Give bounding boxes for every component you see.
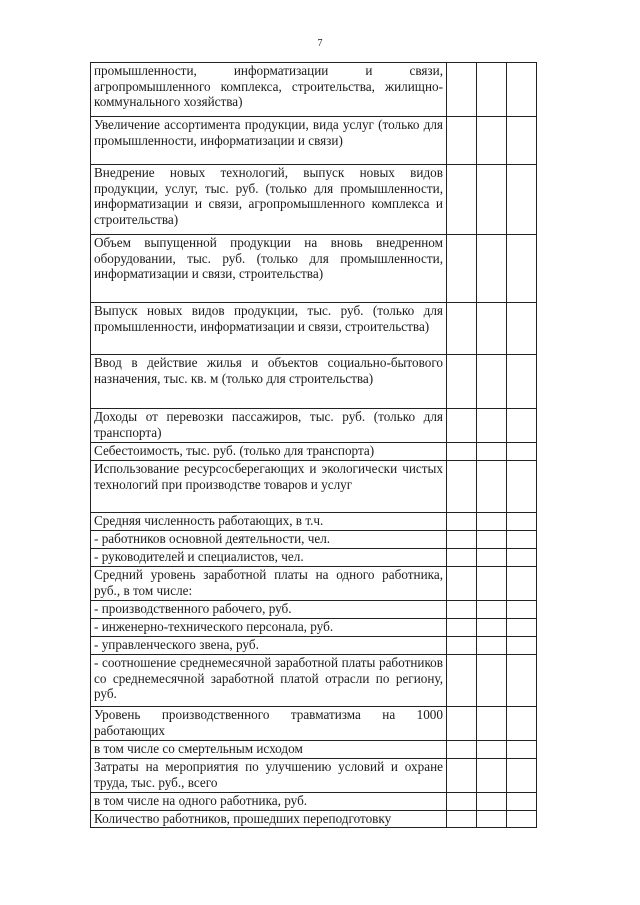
table-row [91,63,537,117]
value-cell [477,531,507,549]
table-row [91,567,537,601]
table-row [91,409,537,443]
value-cell [507,303,537,355]
value-cell [447,601,477,619]
table-row [91,637,537,655]
value-cell [477,707,507,741]
indicator-label: Выпуск новых видов продукции, тыс. руб. (только для промышленности, информатизации и связи, строительства) [91,303,447,355]
value-cell [507,601,537,619]
value-cell [507,531,537,549]
value-cell [477,235,507,303]
value-cell [507,619,537,637]
indicator-label: - соотношение среднемесячной заработной платы работников со среднемесячной заработной платой отрасли по региону, руб. [91,655,447,707]
value-cell [477,619,507,637]
value-cell [447,513,477,531]
value-cell [477,63,507,117]
value-cell [507,235,537,303]
value-cell [477,461,507,513]
value-cell [477,443,507,461]
value-cell [477,811,507,828]
table-row [91,793,537,811]
indicator-label: Увеличение ассортимента продукции, вида услуг (только для промышленности, информатизации и связи) [91,117,447,165]
value-cell [477,741,507,759]
indicator-label: Использование ресурсосберегающих и экологически чистых технологий при производстве товаров и услуг [91,461,447,513]
value-cell [507,63,537,117]
value-cell [507,461,537,513]
value-cell [507,409,537,443]
table-row [91,655,537,707]
table-row [91,619,537,637]
value-cell [447,811,477,828]
value-cell [507,741,537,759]
indicator-label: в том числе со смертельным исходом [91,741,447,759]
indicator-label: Себестоимость, тыс. руб. (только для транспорта) [91,443,447,461]
table-row [91,811,537,828]
indicator-label: Количество работников, прошедших переподготовку [91,811,447,828]
value-cell [447,409,477,443]
indicator-label: Доходы от перевозки пассажиров, тыс. руб. (только для транспорта) [91,409,447,443]
indicator-label: Средняя численность работающих, в т.ч. [91,513,447,531]
value-cell [507,655,537,707]
table-row [91,165,537,235]
value-cell [447,63,477,117]
table-row [91,601,537,619]
value-cell [477,567,507,601]
value-cell [447,443,477,461]
value-cell [477,759,507,793]
value-cell [447,759,477,793]
value-cell [447,303,477,355]
value-cell [477,601,507,619]
table-row [91,531,537,549]
indicator-label: Уровень производственного травматизма на 1000 работающих [91,707,447,741]
value-cell [477,549,507,567]
table-row [91,707,537,741]
indicator-label: Затраты на мероприятия по улучшению условий и охране труда, тыс. руб., всего [91,759,447,793]
value-cell [447,619,477,637]
value-cell [447,655,477,707]
value-cell [507,513,537,531]
value-cell [477,165,507,235]
indicator-label: промышленности, информатизации и связи, агропромышленного комплекса, строительства, жилищно-коммунального хозяйства) [91,63,447,117]
value-cell [447,117,477,165]
value-cell [507,549,537,567]
value-cell [447,165,477,235]
value-cell [477,303,507,355]
table-row [91,303,537,355]
value-cell [447,235,477,303]
indicator-label: Внедрение новых технологий, выпуск новых видов продукции, услуг, тыс. руб. (только для промышленности, информатизации и связи, агропромышленного комплекса и строительства) [91,165,447,235]
indicator-label: Объем выпущенной продукции на вновь внедренном оборудовании, тыс. руб. (только для промышленности, информатизации и связи, строительства) [91,235,447,303]
value-cell [447,549,477,567]
value-cell [507,567,537,601]
value-cell [477,355,507,409]
value-cell [477,793,507,811]
value-cell [477,637,507,655]
indicators-table [90,62,537,828]
value-cell [507,793,537,811]
value-cell [477,409,507,443]
indicator-label: - инженерно-технического персонала, руб. [91,619,447,637]
indicator-label: - производственного рабочего, руб. [91,601,447,619]
table-row [91,235,537,303]
value-cell [507,117,537,165]
table-row [91,443,537,461]
value-cell [507,759,537,793]
value-cell [447,567,477,601]
table-row [91,117,537,165]
indicator-label: Ввод в действие жилья и объектов социально-бытового назначения, тыс. кв. м (только для строительства) [91,355,447,409]
table-row [91,759,537,793]
value-cell [447,461,477,513]
value-cell [447,355,477,409]
value-cell [507,811,537,828]
value-cell [507,165,537,235]
indicator-label: - работников основной деятельности, чел. [91,531,447,549]
table-row [91,513,537,531]
table-row [91,549,537,567]
table-row [91,355,537,409]
indicator-label: - управленческого звена, руб. [91,637,447,655]
value-cell [507,443,537,461]
value-cell [507,637,537,655]
table-row [91,461,537,513]
value-cell [477,117,507,165]
value-cell [477,655,507,707]
page-number: 7 [317,38,323,49]
value-cell [447,741,477,759]
table-row [91,741,537,759]
value-cell [507,355,537,409]
value-cell [447,707,477,741]
value-cell [447,793,477,811]
value-cell [477,513,507,531]
value-cell [447,637,477,655]
indicator-label: в том числе на одного работника, руб. [91,793,447,811]
indicator-label: - руководителей и специалистов, чел. [91,549,447,567]
value-cell [447,531,477,549]
value-cell [507,707,537,741]
indicator-label: Средний уровень заработной платы на одного работника, руб., в том числе: [91,567,447,601]
